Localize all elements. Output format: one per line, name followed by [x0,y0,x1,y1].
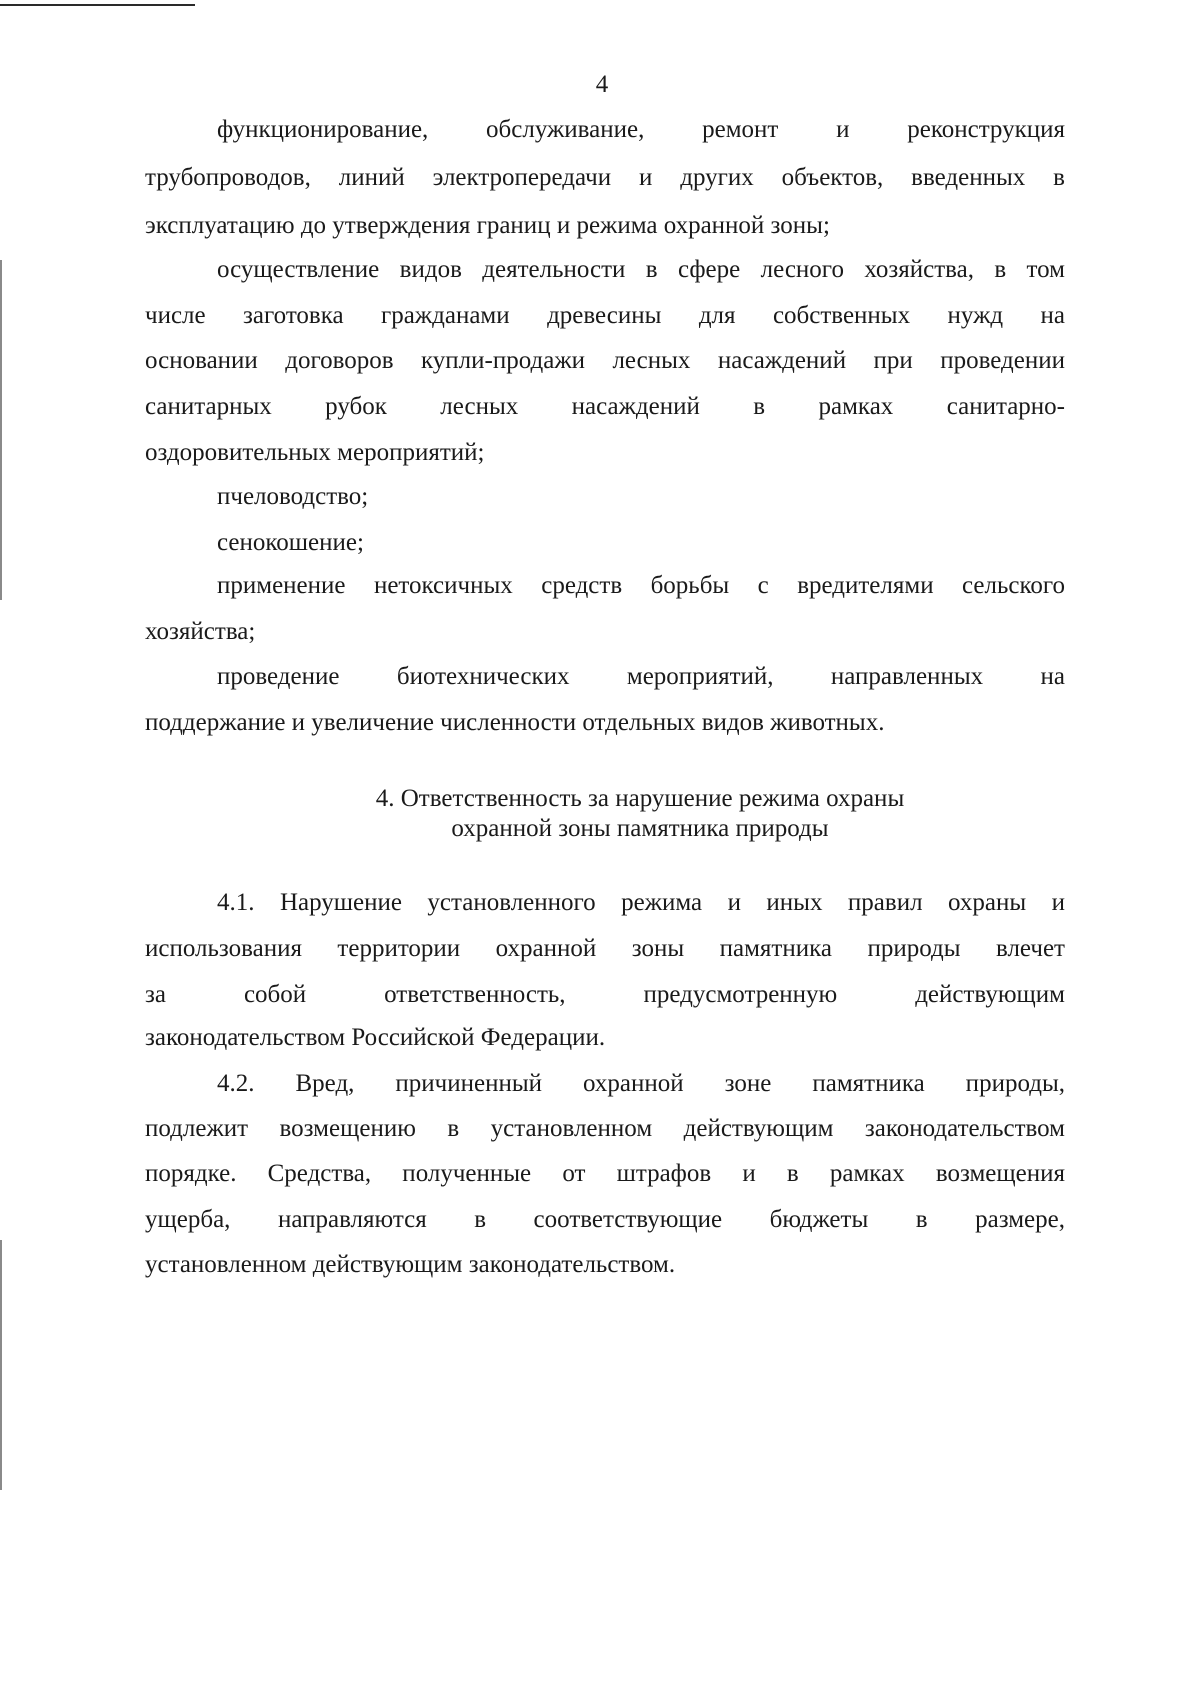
scan-edge-mark [0,4,195,6]
paragraph-1-line-2: трубопроводов, линий электропередачи и других объектов, введенных в [145,164,1065,191]
paragraph-2-line-1: осуществление видов деятельности в сфере лесного хозяйства, в том [217,256,1065,283]
paragraph-1-line-1: функционирование, обслуживание, ремонт и реконструкция [217,116,1065,143]
paragraph-4-1-line-2: использования территории охранной зоны памятника природы влечет [145,935,1065,962]
list-item-beekeeping: пчеловодство; [217,483,369,510]
paragraph-4-2-line-5: установленном действующим законодательством. [145,1251,676,1278]
paragraph-3-line-2: хозяйства; [145,618,256,645]
paragraph-4-1-line-1: 4.1. Нарушение установленного режима и иных правил охраны и [217,889,1065,916]
paragraph-4-2-line-3: порядке. Средства, полученные от штрафов и в рамках возмещения [145,1160,1065,1187]
paragraph-4-line-1: проведение биотехнических мероприятий, направленных на [217,663,1065,690]
paragraph-4-2-line-1: 4.2. Вред, причиненный охранной зоне памятника природы, [217,1070,1065,1097]
paragraph-4-2-line-2: подлежит возмещению в установленном действующим законодательством [145,1115,1065,1142]
scan-edge-mark [0,260,2,600]
paragraph-4-2-line-4: ущерба, направляются в соответствующие бюджеты в размере, [145,1206,1065,1233]
list-item-haymaking: сенокошение; [217,529,364,556]
paragraph-4-line-2: поддержание и увеличение численности отдельных видов животных. [145,709,885,736]
paragraph-4-1-line-4: законодательством Российской Федерации. [145,1024,606,1051]
section-heading-line-1: 4. Ответственность за нарушение режима охраны [375,785,905,812]
page-number: 4 [595,71,609,98]
paragraph-4-1-line-3: за собой ответственность, предусмотренную действующим [145,981,1065,1008]
paragraph-2-line-2: числе заготовка гражданами древесины для собственных нужд на [145,302,1065,329]
paragraph-1-line-3: эксплуатацию до утверждения границ и режима охранной зоны; [145,212,830,239]
paragraph-2-line-5: оздоровительных мероприятий; [145,439,485,466]
section-heading-line-2: охранной зоны памятника природы [451,815,829,842]
paragraph-3-line-1: применение нетоксичных средств борьбы с вредителями сельского [217,572,1065,599]
paragraph-2-line-3: основании договоров купли-продажи лесных насаждений при проведении [145,347,1065,374]
paragraph-2-line-4: санитарных рубок лесных насаждений в рамках санитарно- [145,393,1065,420]
scan-edge-mark [0,1240,2,1490]
